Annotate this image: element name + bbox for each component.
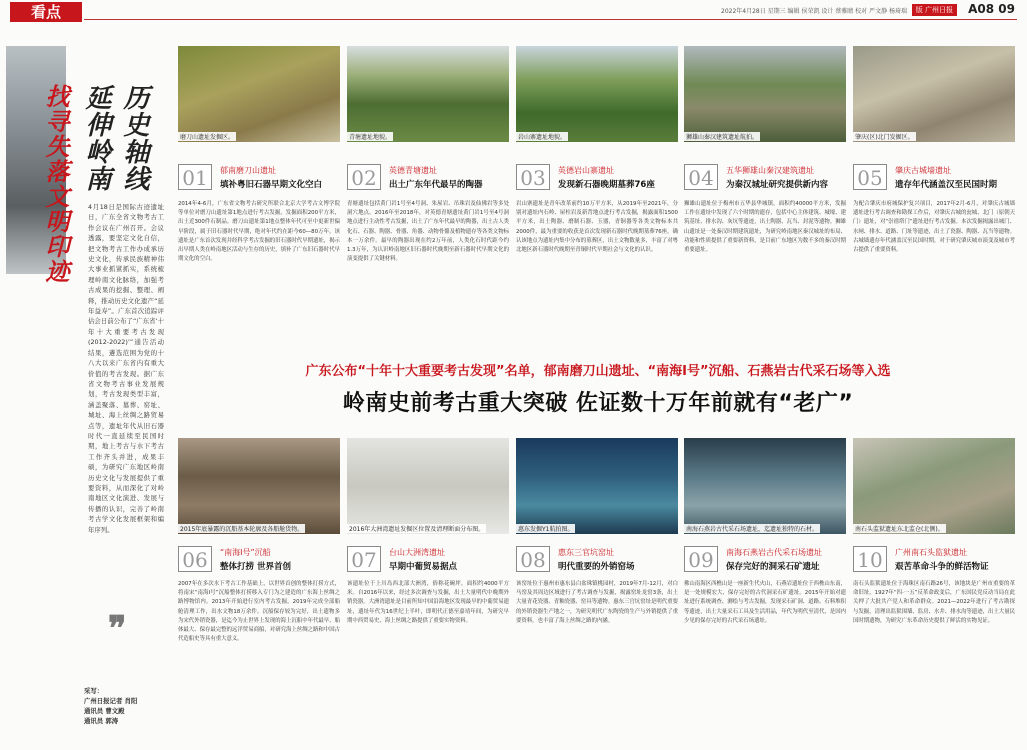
item-number: 10	[853, 546, 887, 572]
discovery-body: 为配合肇庆市府城保护复兴项目，2017年2月-6月，对肇庆古城墙遗址进行考古调查和勘探工作后，对肇庆古城的瓮城、北门（原朝天门）遗址，对“崇禧塔门”遗址进行考古发掘。本次发掘揭露出城门、水闸、排水、道路、门址等遗迹，出土了瓷器、陶器、瓦当等遗物。古城墙遗存年代涵盖汉至民国时期，对于研究肇庆城市演变及城市考古提供了重要资料。	[853, 201, 1015, 254]
photo-caption: 惠东发掘Y1航拍图。	[518, 526, 574, 533]
discovery-body: 狮雄山遗址位于梅州市五华县华城镇，面积约40000平方米，发掘工作在遗址中发现了六个时期的遗存，包括中心主体建筑、城壕、建筑基址、排水沟、灰坑等遗迹，出土陶器、瓦当、封泥等遗物。狮雄山遗址是一处秦汉时期建筑遗址，为研究岭南地区秦汉城址的布局、功能和性质提供了重要新资料，是目前广东地区为数不多的秦汉时期重要遗址。	[684, 201, 846, 254]
site-name: “南海Ⅰ号”沉船	[220, 548, 271, 557]
site-photo	[347, 438, 509, 534]
left-title-black-2: 历史轴线	[119, 84, 149, 192]
site-name: 广州南石头监狱遗址	[895, 548, 967, 557]
page-number: A08 09	[968, 2, 1015, 16]
editor-credits: 采写： 广州日报记者 肖阳 通讯员 曹文殿 通讯员 郭涛	[84, 687, 138, 725]
item-number: 09	[684, 546, 718, 572]
item-number: 04	[684, 164, 718, 190]
item-number: 07	[347, 546, 381, 572]
discovery-body: 该遗址位于上川岛西北部大洲湾，俗称花碗坪，面积约4000平方米。自2016年以来，经过多次调查与发掘，出土大量明代中晚期外销瓷器。大洲湾遗址是目前所知中国沿海地区发现最早的中葡贸易遗址，遗址年代为16世纪上半叶，即明代正德至嘉靖年间，为研究早期中西贸易史、海上丝绸之路提供了重要实物资料。	[347, 581, 509, 624]
site-name: 英德岩山寨遗址	[558, 166, 614, 175]
photo-caption: 磨刀山遗址发掘区。	[180, 134, 235, 141]
item-number: 08	[516, 546, 550, 572]
site-photo	[684, 46, 846, 142]
site-photo	[684, 438, 846, 534]
site-name: 郁南磨刀山遗址	[220, 166, 276, 175]
photo-caption: 2016年大洲湾遗址发掘区位置及清理断面分布图。	[349, 526, 485, 533]
header-rule	[84, 19, 1017, 20]
discovery-title: 艰苦革命斗争的鲜活物证	[895, 562, 989, 572]
site-photo	[516, 438, 678, 534]
photo-caption: 岩山寨遗址地貌。	[518, 134, 567, 141]
discovery-body: 2007年在多次水下考古工作基础上，以世界首创的整体打捞方式，将南宋“南海Ⅰ号”沉船整体打捞移入专门为之建造的广东海上丝绸之路博物馆内。2013年开始进行室内考古发掘，2019年完成全部船舱清理工作，出水文物18万余件。沉船保存较为完好，出土遗物多为宋代外销瓷器，是迄今为止世界上发现的海上沉船中年代最早、船体最大、保存最完整的远洋贸易商船，对研究海上丝绸之路和中国古代造船史等具有重大意义。	[178, 581, 340, 643]
left-intro-text: 4月18日是国际古迹遗址日，广东全省文物考古工作会议在广州召开。会议透露，要坚定文化自信，把文物考古工作办成承历史文化，传承民族精神伟大事业抓紧抓实，系统梳理岭南文化脉络，加强考古成果的挖掘、整理、阐释，推动历史文化遗产“延年益寿”。广东首次追踪评估会日前公布了“广东省‘十年十大重要考古发现(2012-2022)’”通告活动结果，遴选范围为党的十八大以来广东省内有重大价值的考古发现。据广东省文物考古事业发展规划，考古发现类型丰富，涵盖聚落、墓葬、窑址、城址、海上丝绸之路贸易点等，遗址年代从旧石器时代一直延续至民国时期，地上考古与水下考古工作齐头并进，成果丰硕，为研究广东地区岭南历史文化与发展提供了重要资料，从而深化了对岭南地区文化演进、发展与传播的认识，完善了岭南考古学文化发展框架和编年序列。	[88, 203, 164, 534]
site-photo	[516, 46, 678, 142]
site-photo	[853, 438, 1015, 534]
item-number: 01	[178, 164, 212, 190]
section-label: 看点	[10, 2, 82, 22]
edition-tag: 版 广州日报	[912, 4, 957, 16]
left-column	[0, 24, 168, 750]
photo-caption: 2015年底暴露的沉船基本轮廓及各船舱货物。	[180, 526, 304, 533]
site-name: 肇庆古城墙遗址	[895, 166, 951, 175]
site-photo	[347, 46, 509, 142]
edition-meta: 2022年4月28日 星期三 编辑 侯荣凯 设计 蔡雅睛 校对 严文静 杨琦瑞	[721, 8, 907, 15]
left-title-black-1: 延伸岭南	[81, 84, 111, 192]
photo-caption: 青塘遗址地貌。	[349, 134, 392, 141]
item-number: 05	[853, 164, 887, 190]
item-number: 03	[516, 164, 550, 190]
site-photo	[178, 46, 340, 142]
discovery-body: 佛山南海区西樵山是一座新生代火山，石燕岩遗址位于西樵山东南，是一处规模宏大、保存完好的古代洞采石矿遗址。2015年开始对遗址进行系统调查、测绘与考古发掘，发现采石矿洞、道路、石料堆积等遗迹，出土大量采石工具及生活用品，年代为明代至清代，是国内少见的保存完好的古代采石场遗址。	[684, 581, 846, 624]
discovery-body: 2014年4-6月，广东省文物考古研究所联合北京大学考古文博学院等单位对磨刀山遗址第1地点进行考古发掘，发掘面积200平方米，出土近300件石制品。磨刀山遗址第1地点整体年代可至中更新世偏早阶段，属于旧石器时代早期，绝对年代约在距今60—80万年。该遗址是广东首次发现并经科学考古发掘的旧石器时代早期遗址，揭示出早期人类在岭南地区活动与生存的历史，填补了广东旧石器时代早期文化的空白。	[178, 201, 340, 263]
discovery-body: 该窑址位于惠州市惠东县白盆珠镇桃园村，2019年7月-12月，对白马窑及其周边区域进行了考古调查与发掘，揭露窑址龙窑3条，出土大量青花瓷器、青釉瓷器、窑具等遗物。惠东三官坑窑址是明代重要的外销瓷器生产地之一，为研究明代广东陶瓷的生产与外销提供了重要资料，也丰富了海上丝绸之路的内涵。	[516, 581, 678, 624]
discovery-title: 发现新石器晚期墓葬76座	[558, 180, 655, 190]
site-photo	[178, 438, 340, 534]
discovery-body: 岩山寨遗址是青年改革前约10万平方米，从2019年至2021年，分别对遗址内石岭、屋柱岩及新背地点进行考古发掘，揭露面积1500平方米，出土陶器、磨制石器、玉器，青铜器等各类文物标本共2000件，最为重要的收获是首次发现新石器时代晚期墓葬76座，确认该地点为遗址内集中分布的墓葬区，出土文物数量多，丰富了对粤北地区新石器时代晚期至青铜时代早期社会与文化的认识。	[516, 201, 678, 254]
discovery-body: 青塘遗址包括黄门岩1号至4号洞、朱屋岩、吊珠岩及仙佛岩等多处洞穴地点。2016年至2018年，对英德青塘遗址黄门岩1号至4号洞地点进行主动性考古发掘，出土了广东年代最早的陶器，出土古人类化石、石器、陶器、骨器、角器、动物骨骼及植物遗存等各类文物标本一万余件。最早的陶器出现在约2万年前，人类化石时代距今约1.3万年，为认识岭南地区旧石器时代晚期至新石器时代早期文化的演变提供了关键材料。	[347, 201, 509, 263]
photo-caption: 肇庆(区)北门发掘区。	[855, 134, 914, 141]
left-title-red: 找寻失落文明印迹	[41, 84, 69, 284]
photo-caption: 南海石燕岩古代采石场遗址，迄遗址独特的石材。	[686, 526, 819, 533]
main-headline: 岭南史前考古重大突破 佐证数十万年前就有“老广”	[342, 391, 854, 416]
subheadline: 广东公布“十年十大重要考古发现”名单，郁南磨刀山遗址、“南海Ⅰ号”沉船、石燕岩古代采石场等入选	[305, 364, 891, 379]
discovery-title: 遗存年代涵盖汉至民国时期	[895, 180, 998, 190]
discovery-title: 早期中葡贸易据点	[389, 562, 458, 572]
photo-caption: 狮雄山秦汉建筑遗址航拍。	[686, 134, 759, 141]
item-number: 06	[178, 546, 212, 572]
discovery-title: 保存完好的洞采石矿遗址	[726, 562, 820, 572]
site-name: 五华狮雄山秦汉建筑遗址	[726, 166, 814, 175]
discovery-title: 明代重要的外销窑场	[558, 562, 635, 572]
page-header	[0, 0, 1027, 22]
site-name: 英德青塘遗址	[389, 166, 437, 175]
item-number: 02	[347, 164, 381, 190]
discovery-title: 填补粤旧石器早期文化空白	[220, 180, 323, 190]
site-name: 惠东三官坑窑址	[558, 548, 614, 557]
site-photo	[853, 46, 1015, 142]
site-name: 台山大洲湾遗址	[389, 548, 445, 557]
quote-mark-icon: ❞	[108, 609, 127, 649]
discovery-title: 出土广东年代最早的陶器	[389, 180, 483, 190]
discovery-title: 为秦汉城址研究提供新内容	[726, 180, 829, 190]
discovery-body: 南石头监狱遗址位于海珠区南石路26号，该地块是广州市重要的革命旧址。1927年“四·一五”反革命政变后，广东国民党反动当局在此关押了大批共产党人和革命群众。2021—2022年进行了考古勘探与发掘，清理出监狱围墙、监房、水井、排水沟等遗迹，出土大量民国时期遗物，为研究广东革命历史提供了鲜活的实物见证。	[853, 581, 1015, 624]
site-name: 南海石燕岩古代采石场遗址	[726, 548, 822, 557]
photo-caption: 南石头监狱遗址东北监仓(北侧)。	[855, 526, 944, 533]
discovery-title: 整体打捞 世界首创	[220, 562, 291, 572]
